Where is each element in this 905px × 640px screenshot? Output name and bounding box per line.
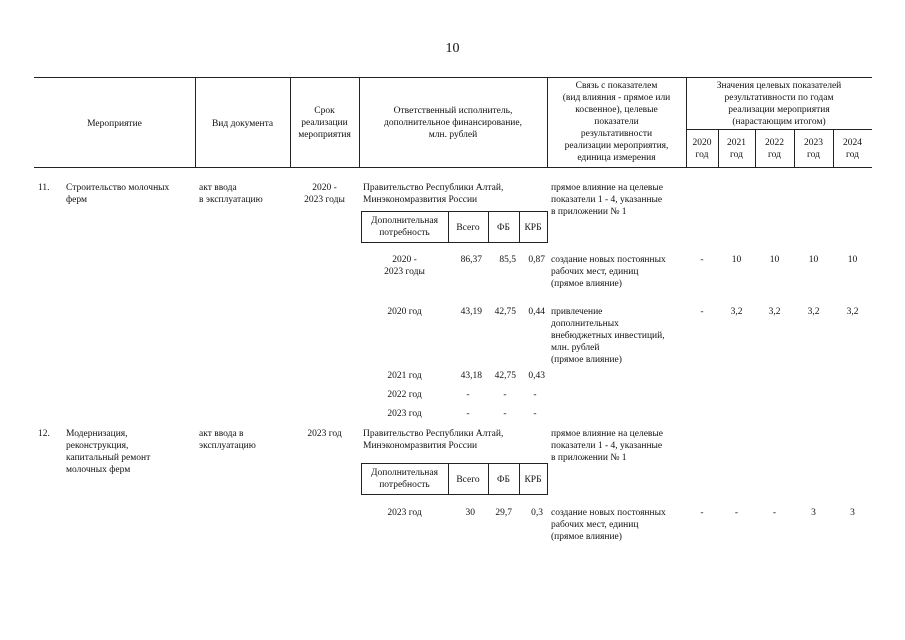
indicator-value-2021: 10	[731, 255, 742, 265]
term: 2020 - 2023 годы	[304, 183, 345, 205]
document-type: акт ввода в эксплуатацию	[199, 183, 263, 205]
finance-krb: -	[533, 409, 537, 419]
document-type: акт ввода в эксплуатацию	[199, 429, 256, 451]
finance-period: 2020 год	[387, 307, 422, 317]
term: 2023 год	[307, 429, 342, 439]
finance-period: 2023 год	[387, 508, 422, 518]
finance-krb: -	[533, 390, 537, 400]
indicator-value-2023: 3	[811, 508, 816, 518]
header-year-2022: 2022 год	[765, 138, 784, 160]
indicator-value-2021: -	[734, 508, 739, 518]
header-year-2023: 2023 год	[804, 138, 823, 160]
finance-fb: 42,75	[494, 307, 516, 317]
indicator-value-2022: -	[772, 508, 777, 518]
header-link: Связь с показателем (вид влияния - прямое или косвенное), целевые показатели результативности реализации мероприятия, единица измерения	[562, 81, 671, 163]
finance-fb: 29,7	[495, 508, 512, 518]
header-year-2024: 2024 год	[843, 138, 862, 160]
row-number: 11.	[38, 183, 50, 193]
subheader-krb: КРБ	[524, 475, 542, 485]
header-values: Значения целевых показателей результативности по годам реализации мероприятия (нарастающим итогом)	[716, 81, 842, 127]
years-divider	[686, 129, 872, 130]
subtable-line	[547, 463, 548, 494]
subheader-need: Дополнительная потребность	[371, 468, 438, 490]
row-number: 12.	[38, 429, 50, 439]
indicator-text: привлечение дополнительных внебюджетных инвестиций, млн. рублей (прямое влияние)	[551, 307, 665, 365]
subtable-line	[361, 242, 548, 243]
indicator-value-2024: 3	[850, 508, 855, 518]
finance-krb: 0,3	[531, 508, 543, 518]
finance-krb: 0,43	[528, 371, 545, 381]
measure-name: Строительство молочных ферм	[66, 183, 170, 205]
finance-total: 43,19	[460, 307, 482, 317]
header-year-2021: 2021 год	[727, 138, 746, 160]
indicator-value-2022: 3,2	[768, 307, 781, 317]
finance-krb: 0,44	[528, 307, 545, 317]
finance-total: 86,37	[460, 255, 482, 265]
finance-fb: -	[503, 390, 507, 400]
subheader-krb: КРБ	[524, 223, 542, 233]
indicator-value-2021: 3,2	[730, 307, 743, 317]
finance-total: 30	[465, 508, 475, 518]
finance-fb: 85,5	[499, 255, 516, 265]
indicator-value-2024: 3,2	[846, 307, 859, 317]
indicator-value-2020: -	[700, 307, 704, 317]
link-main: прямое влияние на целевые показатели 1 - 4, указанные в приложении № 1	[551, 183, 664, 217]
indicator-value-2023: 10	[808, 255, 819, 265]
finance-fb: 42,75	[494, 371, 516, 381]
finance-total: -	[466, 390, 470, 400]
indicator-value-2020: -	[700, 255, 704, 265]
subheader-fb: ФБ	[497, 223, 510, 233]
finance-period: 2023 год	[387, 409, 422, 419]
header-responsible: Ответственный исполнитель, дополнительное финансирование, млн. рублей	[384, 106, 522, 140]
responsible: Правительство Республики Алтай, Минэкономразвития России	[363, 183, 504, 205]
header-year-2020: 2020 год	[692, 138, 712, 160]
header-doc-type: Вид документа	[211, 119, 274, 129]
indicator-value-2024: 10	[847, 255, 858, 265]
finance-total: -	[466, 409, 470, 419]
indicator-value-2023: 3,2	[807, 307, 820, 317]
page-number: 10	[445, 41, 460, 56]
indicator-value-2022: 10	[769, 255, 780, 265]
finance-fb: -	[503, 409, 507, 419]
table-top-border	[34, 77, 872, 78]
header-measure: Мероприятие	[87, 119, 142, 129]
finance-krb: 0,87	[528, 255, 545, 265]
indicator-text: создание новых постоянных рабочих мест, единиц (прямое влияние)	[551, 255, 666, 289]
responsible: Правительство Республики Алтай, Минэкономразвития России	[363, 429, 504, 451]
subtable-line	[547, 211, 548, 242]
link-main: прямое влияние на целевые показатели 1 - 4, указанные в приложении № 1	[551, 429, 664, 463]
subheader-fb: ФБ	[497, 475, 510, 485]
finance-period: 2021 год	[387, 371, 422, 381]
subheader-need: Дополнительная потребность	[371, 216, 438, 238]
table-header-bottom-border	[34, 167, 872, 168]
measure-name: Модернизация, реконструкция, капитальный ремонт молочных ферм	[66, 429, 151, 475]
subtable-line	[361, 494, 548, 495]
subheader-total: Всего	[456, 475, 480, 485]
finance-period: 2022 год	[387, 390, 422, 400]
finance-total: 43,18	[460, 371, 482, 381]
indicator-text: создание новых постоянных рабочих мест, единиц (прямое влияние)	[551, 508, 666, 542]
indicator-value-2020: -	[700, 508, 704, 518]
header-term: Срок реализации мероприятия	[298, 106, 351, 140]
finance-period: 2020 - 2023 годы	[384, 255, 425, 277]
subheader-total: Всего	[456, 223, 480, 233]
